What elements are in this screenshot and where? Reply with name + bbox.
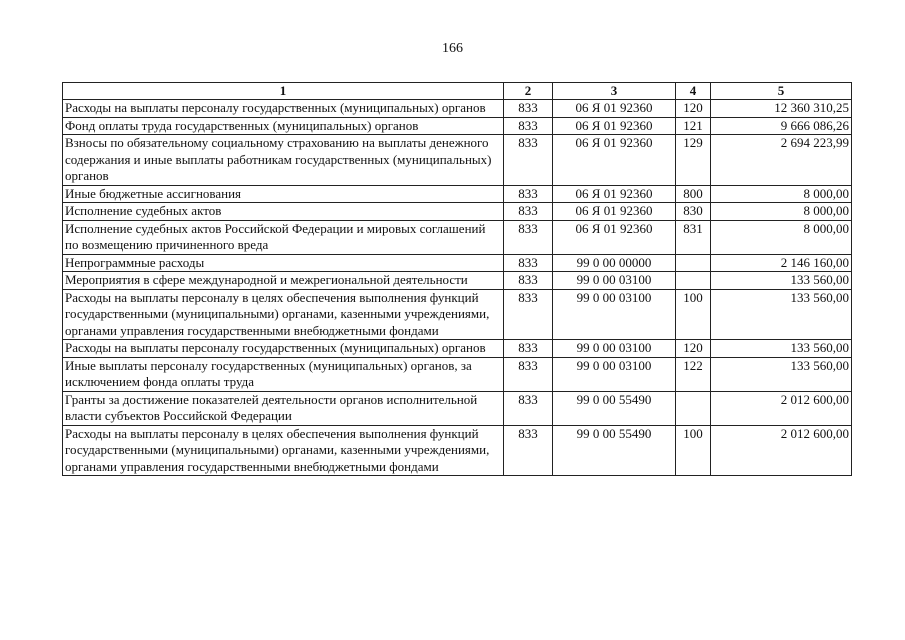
amount: 133 560,00 — [711, 272, 852, 290]
expense-name: Исполнение судебных актов Российской Федерации и мировых соглашений по возмещению причиненного вреда — [63, 220, 504, 254]
table-row — [63, 203, 852, 221]
budget-table — [62, 82, 852, 476]
expense-type-code: 122 — [676, 357, 711, 391]
department-code: 833 — [504, 357, 553, 391]
department-code: 833 — [504, 117, 553, 135]
expense-type-code — [676, 391, 711, 425]
amount: 12 360 310,25 — [711, 100, 852, 118]
expense-type-code: 830 — [676, 203, 711, 221]
expense-name: Исполнение судебных актов — [63, 203, 504, 221]
expense-type-code — [676, 272, 711, 290]
column-header: 5 — [711, 83, 852, 100]
table-row — [63, 117, 852, 135]
amount: 133 560,00 — [711, 357, 852, 391]
table-row — [63, 391, 852, 425]
expense-type-code: 800 — [676, 185, 711, 203]
page-number: 166 — [442, 41, 463, 56]
expense-type-code: 120 — [676, 340, 711, 358]
expense-name: Непрограммные расходы — [63, 254, 504, 272]
amount: 8 000,00 — [711, 220, 852, 254]
table-row — [63, 185, 852, 203]
expense-name: Взносы по обязательному социальному страхованию на выплаты денежного содержания и иные выплаты работникам государственных (муниципальных) органов — [63, 135, 504, 186]
department-code: 833 — [504, 203, 553, 221]
department-code: 833 — [504, 220, 553, 254]
target-article-code: 99 0 00 55490 — [553, 425, 676, 476]
table-row — [63, 272, 852, 290]
amount: 8 000,00 — [711, 185, 852, 203]
target-article-code: 06 Я 01 92360 — [553, 135, 676, 186]
table-row — [63, 135, 852, 186]
column-header: 2 — [504, 83, 553, 100]
table-row — [63, 340, 852, 358]
target-article-code: 99 0 00 55490 — [553, 391, 676, 425]
table-row — [63, 289, 852, 340]
department-code: 833 — [504, 135, 553, 186]
expense-type-code: 100 — [676, 425, 711, 476]
target-article-code: 06 Я 01 92360 — [553, 117, 676, 135]
expense-name: Расходы на выплаты персоналу государственных (муниципальных) органов — [63, 340, 504, 358]
department-code: 833 — [504, 289, 553, 340]
expense-name: Мероприятия в сфере международной и межрегиональной деятельности — [63, 272, 504, 290]
amount: 2 012 600,00 — [711, 391, 852, 425]
expense-type-code: 121 — [676, 117, 711, 135]
table-row — [63, 357, 852, 391]
amount: 2 146 160,00 — [711, 254, 852, 272]
table-row — [63, 220, 852, 254]
amount: 9 666 086,26 — [711, 117, 852, 135]
target-article-code: 99 0 00 00000 — [553, 254, 676, 272]
expense-name: Иные выплаты персоналу государственных (муниципальных) органов, за исключением фонда оплаты труда — [63, 357, 504, 391]
column-header: 3 — [553, 83, 676, 100]
target-article-code: 99 0 00 03100 — [553, 357, 676, 391]
amount: 2 694 223,99 — [711, 135, 852, 186]
target-article-code: 06 Я 01 92360 — [553, 100, 676, 118]
expense-type-code: 831 — [676, 220, 711, 254]
target-article-code: 99 0 00 03100 — [553, 289, 676, 340]
expense-name: Расходы на выплаты персоналу государственных (муниципальных) органов — [63, 100, 504, 118]
target-article-code: 99 0 00 03100 — [553, 272, 676, 290]
expense-type-code: 120 — [676, 100, 711, 118]
department-code: 833 — [504, 425, 553, 476]
expense-name: Фонд оплаты труда государственных (муниципальных) органов — [63, 117, 504, 135]
target-article-code: 06 Я 01 92360 — [553, 220, 676, 254]
department-code: 833 — [504, 340, 553, 358]
table-header-row — [63, 83, 852, 100]
expense-type-code: 129 — [676, 135, 711, 186]
department-code: 833 — [504, 391, 553, 425]
column-header: 1 — [63, 83, 504, 100]
amount: 133 560,00 — [711, 289, 852, 340]
table-row — [63, 425, 852, 476]
expense-type-code — [676, 254, 711, 272]
department-code: 833 — [504, 100, 553, 118]
expense-name: Расходы на выплаты персоналу в целях обеспечения выполнения функций государственными (муниципальными) органами, казенными учреждениями, органами управления государственными внебюджетными фондами — [63, 425, 504, 476]
target-article-code: 06 Я 01 92360 — [553, 185, 676, 203]
column-header: 4 — [676, 83, 711, 100]
department-code: 833 — [504, 185, 553, 203]
target-article-code: 99 0 00 03100 — [553, 340, 676, 358]
expense-name: Гранты за достижение показателей деятельности органов исполнительной власти субъектов Российской Федерации — [63, 391, 504, 425]
amount: 2 012 600,00 — [711, 425, 852, 476]
table-row — [63, 254, 852, 272]
department-code: 833 — [504, 272, 553, 290]
expense-name: Расходы на выплаты персоналу в целях обеспечения выполнения функций государственными (муниципальными) органами, казенными учреждениями, органами управления государственными внебюджетными фондами — [63, 289, 504, 340]
expense-name: Иные бюджетные ассигнования — [63, 185, 504, 203]
amount: 8 000,00 — [711, 203, 852, 221]
table-row — [63, 100, 852, 118]
department-code: 833 — [504, 254, 553, 272]
target-article-code: 06 Я 01 92360 — [553, 203, 676, 221]
expense-type-code: 100 — [676, 289, 711, 340]
amount: 133 560,00 — [711, 340, 852, 358]
